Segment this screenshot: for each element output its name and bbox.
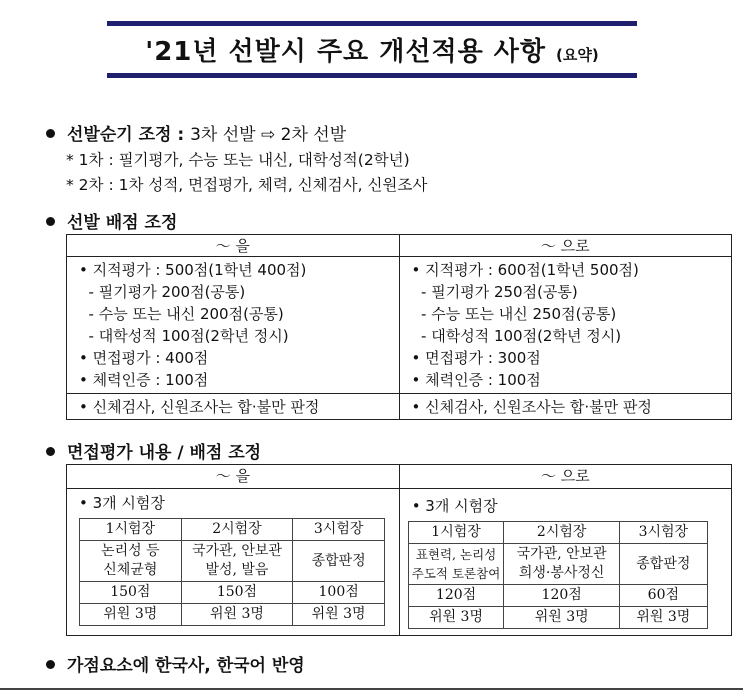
judges-cell: 위원 3명 [504,607,620,629]
th-cell: 2시험장 [504,522,620,544]
bullet-dot [46,217,55,226]
judges-cell: 위원 3명 [619,607,707,629]
document-title [107,31,637,68]
judges-cell: 위원 3명 [181,604,293,626]
section4-heading-row [46,651,305,676]
points-cell: 150점 [80,582,182,604]
section1-heading-row [46,120,346,145]
points-cell: 120점 [408,585,504,607]
judges-cell: 위원 3명 [408,607,504,629]
points-cell: 100점 [293,582,385,604]
section2-heading: 선발 배점 조정 [67,213,178,233]
score-after-line: - 대학성적 100점(2학년 정시) [411,327,622,345]
score-after-line: • 지적평가 : 600점(1학년 500점) [411,261,639,279]
score-after-line: - 수능 또는 내신 250점(공통) [411,305,617,323]
interview-col-after: ～ 으로 [399,465,731,489]
section1-heading: 선발순기 조정 : [67,125,185,145]
title-top-rule [107,21,637,26]
score-before-cell [67,257,400,394]
bullet-dot [46,447,55,456]
score-before-line: - 수능 또는 내신 200점(공통) [79,305,284,323]
bullet-dot [46,660,55,669]
section1-line1: * 1차 : 필기평가, 수능 또는 내신, 대학성적(2학년) [66,151,410,169]
content-cell: 종합판정 [293,541,385,582]
title-suffix: (요약) [556,46,599,64]
judges-cell: 위원 3명 [80,604,182,626]
score-after-line: • 체력인증 : 100점 [411,371,541,389]
section2-heading-row [46,208,177,233]
score-before-line: • 체력인증 : 100점 [79,371,209,389]
interview-after-label: • 3개 시험장 [411,497,498,515]
content-cell: 표현력, 논리성 주도적 토론참여 [408,544,504,585]
interview-before-table [79,518,385,626]
section1-line2: * 2차 : 1차 성적, 면접평가, 체력, 신체검사, 신원조사 [66,176,428,194]
interview-table [66,464,732,636]
title-main: '21년 선발시 주요 개선적용 사항 [145,37,546,67]
section1-text: 3차 선발 ⇨ 2차 선발 [190,125,347,145]
points-cell: 60점 [619,585,707,607]
content-cell: 종합판정 [619,544,707,585]
interview-before-cell [67,489,400,636]
score-col-after: ～ 으로 [399,235,732,257]
page-bottom-rule [0,688,743,690]
content-cell: 논리성 등 신체균형 [80,541,182,582]
section4-heading: 가점요소에 한국사, 한국어 반영 [67,656,305,676]
points-cell: 150점 [181,582,293,604]
section3-heading: 면접평가 내용 / 배점 조정 [67,443,262,463]
score-before-line: - 대학성적 100점(2학년 정시) [79,327,289,345]
score-before-last: • 신체검사, 신원조사는 합·불만 판정 [67,394,400,420]
score-after-last: • 신체검사, 신원조사는 합·불만 판정 [399,394,732,420]
interview-col-before: ～ 을 [67,465,400,489]
bullet-dot [46,129,55,138]
score-after-line: • 면접평가 : 300점 [411,349,541,367]
interview-after-cell [399,489,731,636]
score-col-before: ～ 을 [67,235,400,257]
score-before-line: • 지적평가 : 500점(1학년 400점) [79,261,307,279]
score-before-line: - 필기평가 200점(공통) [79,283,246,301]
score-after-cell [399,257,732,394]
th-cell: 1시험장 [80,519,182,541]
content-cell: 국가관, 안보관 발성, 발음 [181,541,293,582]
interview-before-label: • 3개 시험장 [79,494,165,512]
th-cell: 3시험장 [293,519,385,541]
title-block [107,21,637,81]
points-cell: 120점 [504,585,620,607]
score-table [66,234,732,420]
content-cell: 국가관, 안보관 희생·봉사정신 [504,544,620,585]
section3-heading-row [46,438,261,463]
score-before-line: • 면접평가 : 400점 [79,349,209,367]
th-cell: 3시험장 [619,522,707,544]
title-bottom-rule [107,73,637,78]
interview-after-table [408,521,708,629]
score-after-line: - 필기평가 250점(공통) [411,283,578,301]
th-cell: 1시험장 [408,522,504,544]
th-cell: 2시험장 [181,519,293,541]
judges-cell: 위원 3명 [293,604,385,626]
